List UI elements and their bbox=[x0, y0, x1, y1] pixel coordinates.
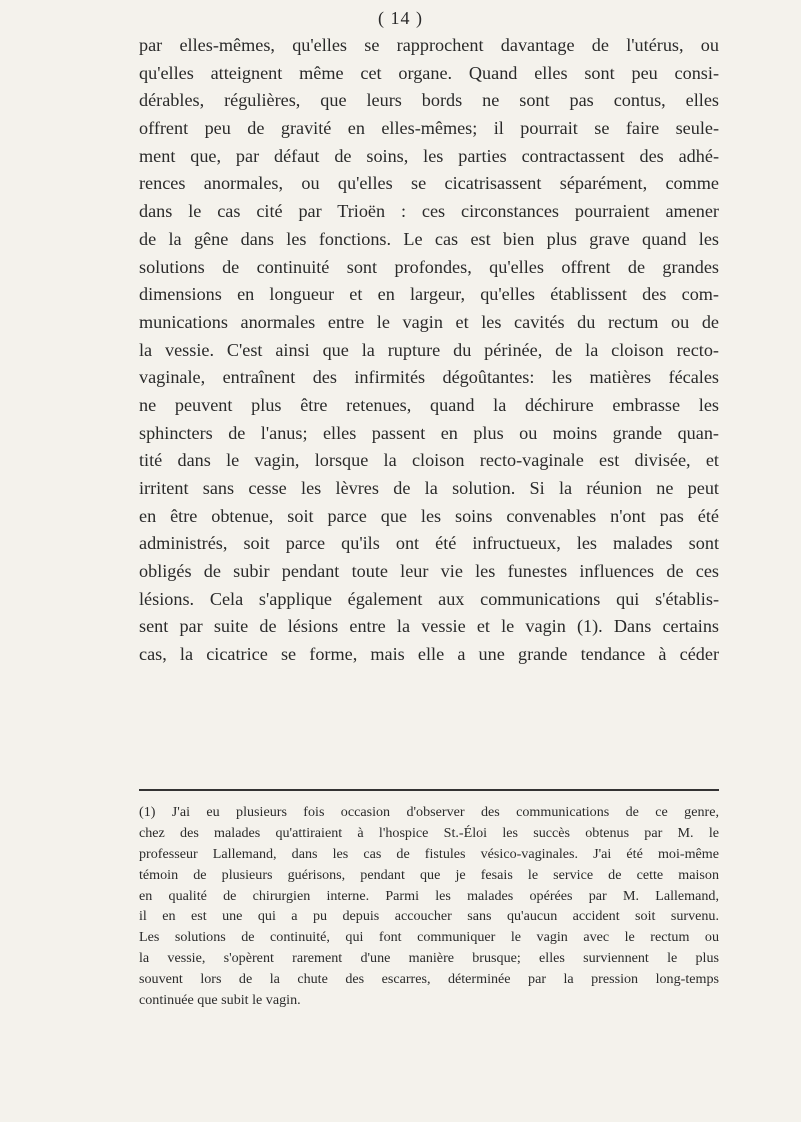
text-line: rences anormales, ou qu'elles se cicatrisassent séparément, comme bbox=[139, 173, 719, 194]
text-line: cas, la cicatrice se forme, mais elle a une grande tendance à céder bbox=[139, 644, 719, 665]
text-line: munications anormales entre le vagin et les cavités du rectum ou de bbox=[139, 311, 719, 332]
text-line: lésions. Cela s'applique également aux communications qui s'établis- bbox=[139, 588, 719, 609]
footnote bbox=[139, 802, 719, 1011]
footnote-line: témoin de plusieurs guérisons, pendant que je fesais le service de cette maison bbox=[139, 866, 719, 883]
footnote-line: en qualité de chirurgien interne. Parmi les malades opérées par M. Lallemand, bbox=[139, 887, 719, 904]
text-line: par elles-mêmes, qu'elles se rapprochent davantage de l'utérus, ou bbox=[139, 35, 719, 55]
text-line: ne peuvent plus être retenues, quand la déchirure embrasse les bbox=[139, 394, 719, 415]
footnote-line: Les solutions de continuité, qui font communiquer le vagin avec le rectum ou bbox=[139, 929, 719, 946]
footnote-line: il en est une qui a pu depuis accoucher sans qu'aucun accident soit survenu. bbox=[139, 908, 719, 925]
text-line: en être obtenue, soit parce que les soins convenables n'ont pas été bbox=[139, 505, 719, 526]
footnote-divider bbox=[139, 789, 719, 791]
footnote-line: continuée que subit le vagin. bbox=[139, 992, 301, 1009]
text-line: obligés de subir pendant toute leur vie les funestes influences de ces bbox=[139, 561, 719, 582]
text-line: offrent peu de gravité en elles-mêmes; il pourrait se faire seule- bbox=[139, 118, 719, 139]
text-line: dérables, régulières, que leurs bords ne sont pas contus, elles bbox=[139, 90, 719, 111]
text-line: dimensions en longueur et en largeur, qu'elles établissent des com- bbox=[139, 284, 719, 305]
text-line: sphincters de l'anus; elles passent en plus ou moins grande quan- bbox=[139, 422, 719, 443]
footnote-line: la vessie, s'opèrent rarement d'une manière brusque; elles surviennent le plus bbox=[139, 950, 719, 967]
main-text bbox=[139, 32, 719, 669]
text-line: la vessie. C'est ainsi que la rupture du périnée, de la cloison recto- bbox=[139, 339, 719, 360]
footnote-line: (1) J'ai eu plusieurs fois occasion d'observer des communications de ce genre, bbox=[139, 804, 719, 820]
footnote-line: souvent lors de la chute des escarres, déterminée par la pression long-temps bbox=[139, 971, 719, 988]
text-line: qu'elles atteignent même cet organe. Quand elles sont peu consi- bbox=[139, 62, 719, 83]
text-line: dans le cas cité par Trioën : ces circonstances pourraient amener bbox=[139, 201, 719, 222]
page-number: ( 14 ) bbox=[378, 8, 423, 28]
footnote-line: professeur Lallemand, dans les cas de fistules vésico-vaginales. J'ai été moi-même bbox=[139, 845, 719, 862]
text-line: de la gêne dans les fonctions. Le cas est bien plus grave quand les bbox=[139, 228, 719, 249]
text-line: solutions de continuité sont profondes, qu'elles offrent de grandes bbox=[139, 256, 719, 277]
text-line: administrés, soit parce qu'ils ont été infructueux, les malades sont bbox=[139, 533, 719, 554]
text-line: ment que, par défaut de soins, les parties contractassent des adhé- bbox=[139, 145, 719, 166]
text-line: sent par suite de lésions entre la vessie et le vagin (1). Dans certains bbox=[139, 616, 719, 637]
text-line: irritent sans cesse les lèvres de la solution. Si la réunion ne peut bbox=[139, 478, 719, 498]
text-line: vaginale, entraînent des infirmités dégoûtantes: les matières fécales bbox=[139, 367, 719, 388]
footnote-line: chez des malades qu'attiraient à l'hospice St.-Éloi les succès obtenus par M. le bbox=[139, 824, 719, 841]
text-line: tité dans le vagin, lorsque la cloison recto-vaginale est divisée, et bbox=[139, 450, 719, 471]
